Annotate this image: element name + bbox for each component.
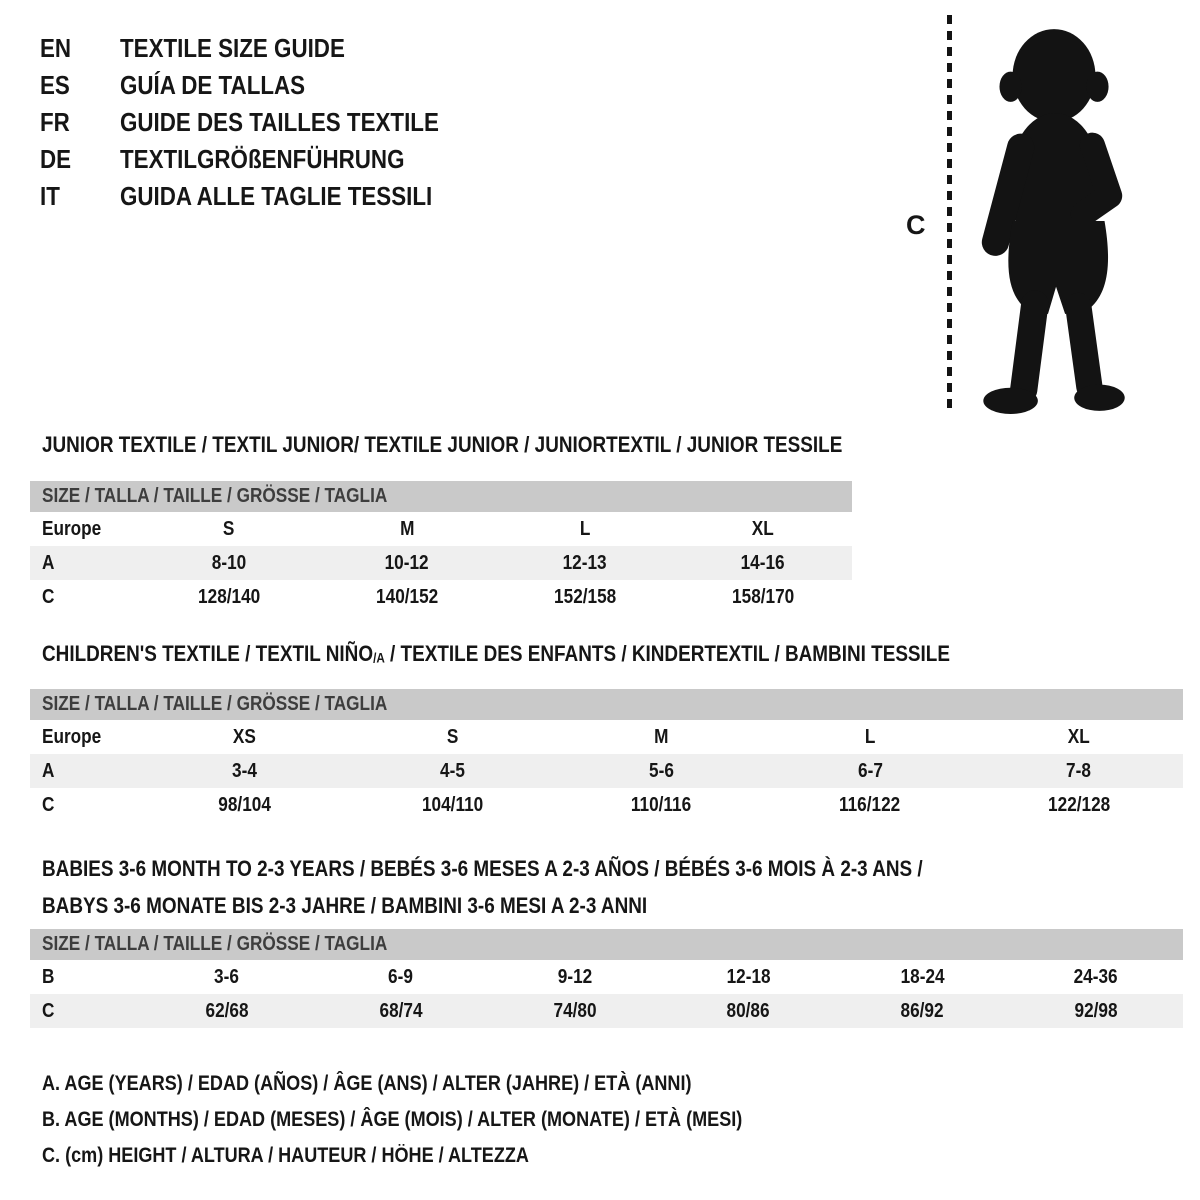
value-cell: 140/152 [375,586,439,608]
value-cell: 110/116 [631,794,692,816]
size-cell: S [223,518,235,540]
table-row [30,546,852,580]
row-label: Europe [42,518,102,540]
lang-code-de: DE [40,144,72,174]
size-cell: S [447,726,459,748]
value-cell: 92/98 [1074,1000,1118,1022]
babies-section-title [42,850,1066,924]
value-cell: 4-5 [440,760,466,782]
lang-code-en: EN [40,33,72,63]
row-label: A [42,760,55,782]
value-cell: 6-7 [857,760,883,782]
lang-label-it: GUIDA ALLE TAGLIE TESSILI [120,181,433,211]
lang-label-de: TEXTILGRÖßENFÜHRUNG [120,144,405,174]
size-cell: XL [1067,726,1090,748]
value-cell: 80/86 [726,1000,770,1022]
value-cell: 18-24 [900,966,945,988]
value-cell: 14-16 [741,552,785,574]
height-measure-label: C [906,210,926,240]
table-row [30,512,852,546]
junior-section-title: JUNIOR TEXTILE / TEXTIL JUNIOR/ TEXTILE JUNIOR / JUNIORTEXTIL / JUNIOR TESSILE [42,432,843,457]
value-cell: 7-8 [1066,760,1092,782]
row-label: C [42,1000,55,1022]
value-cell: 128/140 [197,586,261,608]
table-row [30,580,852,614]
value-cell: 9-12 [557,966,592,988]
lang-row-es [40,67,491,104]
size-cell: M [654,726,669,748]
row-label: Europe [42,726,102,748]
junior-size-table [30,481,852,614]
value-cell: 98/104 [217,794,271,816]
table-row [30,994,1183,1028]
table-row [30,720,1183,754]
value-cell: 152/158 [553,586,617,608]
babies-size-table [30,929,1183,1028]
value-cell: 12-13 [563,552,607,574]
table-row [30,960,1183,994]
table-header-size: SIZE / TALLA / TAILLE / GRÖSSE / TAGLIA [30,689,1183,720]
legend-line-a: A. AGE (YEARS) / EDAD (AÑOS) / ÂGE (ANS) / ALTER (JAHRE) / ETÀ (ANNI) [42,1072,692,1095]
value-cell: 24-36 [1074,966,1119,988]
size-cell: M [399,518,415,540]
lang-label-es: GUÍA DE TALLAS [120,70,306,100]
table-header-size: SIZE / TALLA / TAILLE / GRÖSSE / TAGLIA [30,481,852,512]
table-row [30,788,1183,822]
lang-row-en [40,30,491,67]
toddler-silhouette-image [958,14,1146,418]
value-cell: 104/110 [422,794,484,816]
value-cell: 122/128 [1047,794,1110,816]
value-cell: 68/74 [379,1000,423,1022]
babies-title-line1: BABIES 3-6 MONTH TO 2-3 YEARS / BEBÉS 3-6 MESES A 2-3 AÑOS / BÉBÉS 3-6 MOIS À 2-3 ANS / [42,856,923,881]
size-cell: L [579,518,591,540]
row-label: C [42,586,55,608]
size-cell: XL [752,518,774,540]
value-cell: 116/122 [839,794,901,816]
table-header-size: SIZE / TALLA / TAILLE / GRÖSSE / TAGLIA [30,929,1183,960]
lang-code-es: ES [40,70,70,100]
value-cell: 86/92 [900,1000,944,1022]
lang-label-fr: GUIDE DES TAILLES TEXTILE [120,107,439,137]
lang-code-it: IT [40,181,60,211]
value-cell: 5-6 [649,760,674,782]
row-label: A [42,552,55,574]
row-label: C [42,794,55,816]
value-cell: 3-6 [214,966,240,988]
children-section-title: CHILDREN'S TEXTILE / TEXTIL NIÑO/A / TEXTILE DES ENFANTS / KINDERTEXTIL / BAMBINI TESSILE [42,641,950,666]
size-cell: L [864,726,876,748]
value-cell: 8-10 [211,552,247,574]
table-row [30,754,1183,788]
measurement-legend [42,1066,856,1174]
size-cell: XS [232,726,256,748]
lang-label-en: TEXTILE SIZE GUIDE [120,33,345,63]
value-cell: 158/170 [731,586,795,608]
legend-line-c: C. (cm) HEIGHT / ALTURA / HAUTEUR / HÖHE / ALTEZZA [42,1144,529,1167]
legend-line-b: B. AGE (MONTHS) / EDAD (MESES) / ÂGE (MOIS) / ALTER (MONATE) / ETÀ (MESI) [42,1108,743,1131]
value-cell: 3-4 [231,760,257,782]
value-cell: 74/80 [553,1000,597,1022]
value-cell: 6-9 [388,966,414,988]
row-label: B [42,966,55,988]
lang-row-de [40,141,491,178]
value-cell: 62/68 [205,1000,249,1022]
lang-row-fr [40,104,491,141]
children-size-table [30,689,1183,822]
babies-title-line2: BABYS 3-6 MONATE BIS 2-3 JAHRE / BAMBINI 3-6 MESI A 2-3 ANNI [42,893,648,918]
language-title-block [40,30,491,215]
height-measure-dashed-line [947,15,952,415]
nino-a-subscript: /A [373,650,385,666]
lang-row-it [40,178,491,215]
value-cell: 12-18 [726,966,771,988]
lang-code-fr: FR [40,107,70,137]
value-cell: 10-12 [385,552,429,574]
